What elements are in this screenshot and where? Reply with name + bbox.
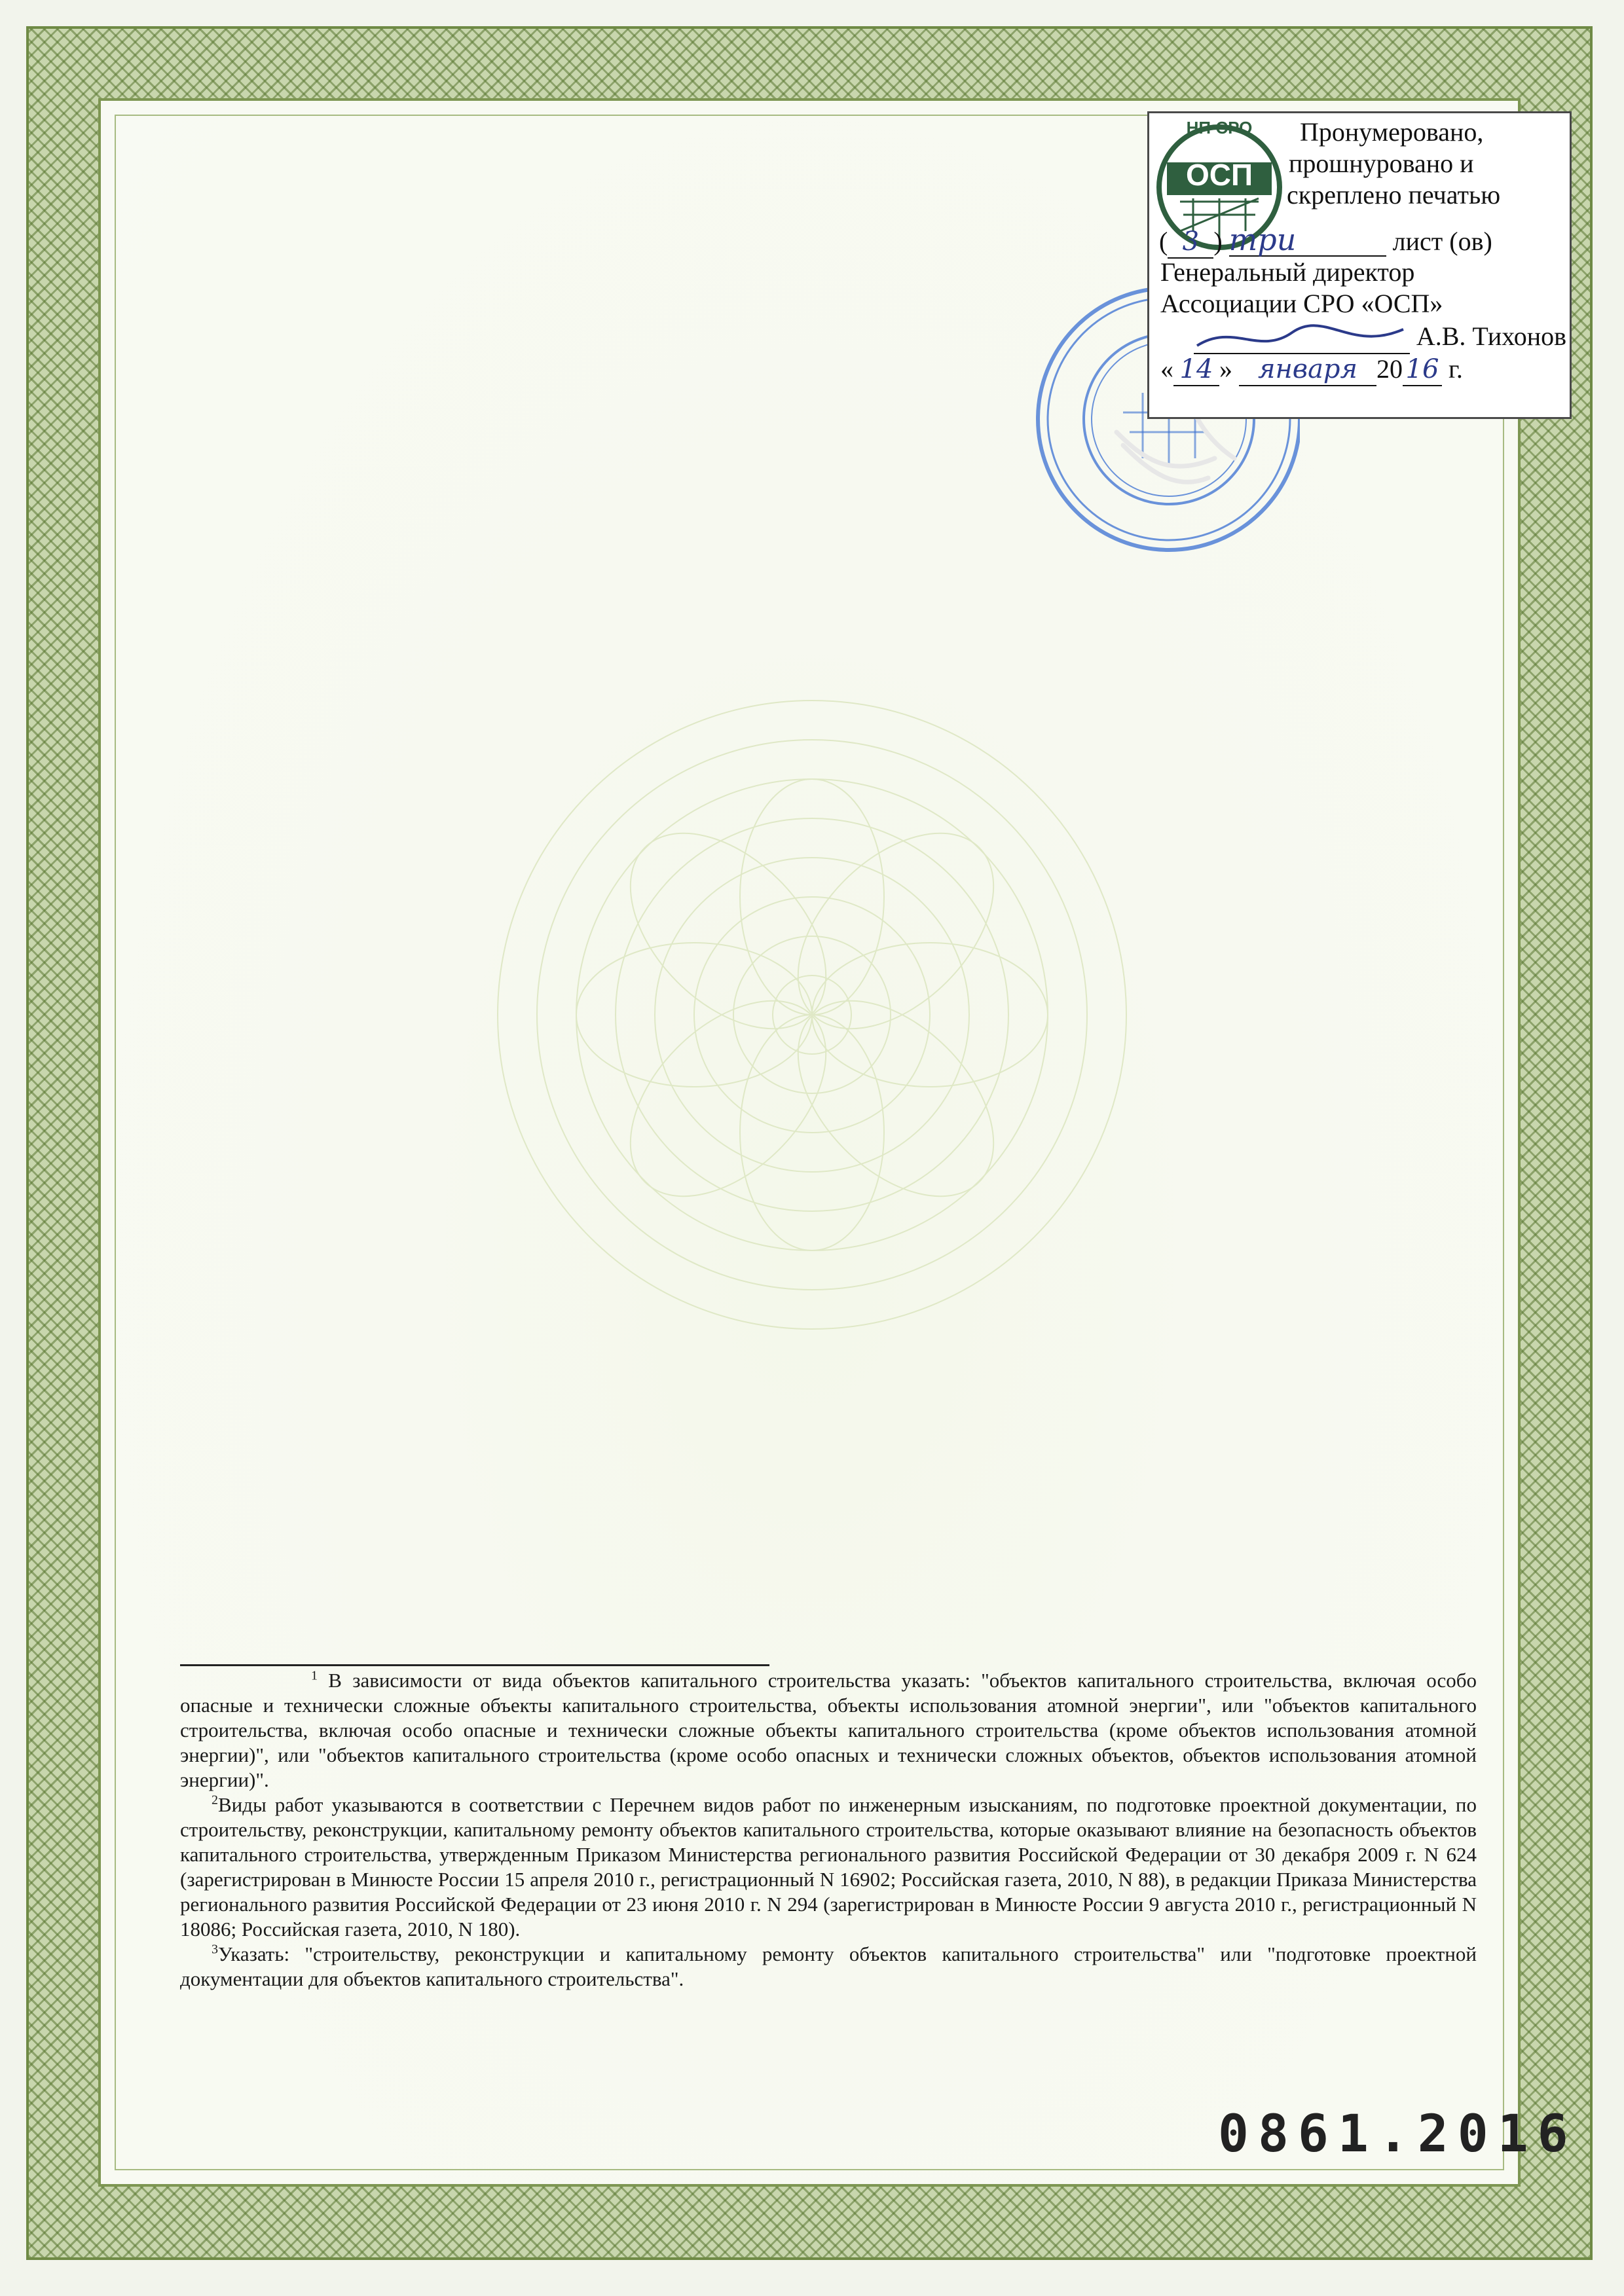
date-suffix: г. — [1449, 354, 1463, 384]
guilloche-rosette — [485, 687, 1139, 1342]
sheets-count-open-paren: ( — [1159, 227, 1168, 256]
footnote-1-text: В зависимости от вида объектов капитального строительства указать: "объектов капитального строительства, включая особо опасные и технически сложные объекты капитального строительства, объекты использования атомной энергии", или "объектов капитального строительства, включая особо опасные и технически сложные объекты капитального строительства (кроме объектов использования атомной энергии)", или "объектов капитального строительства (кроме особо опасных и технически сложных объектов, объектов использования атомной энергии)". — [180, 1669, 1477, 1791]
date-open-quote: « — [1160, 354, 1173, 384]
date-year: 16 — [1403, 354, 1442, 386]
date-day: 14 — [1173, 354, 1219, 386]
logo-caption-top: НП СРО — [1186, 118, 1253, 137]
sheets-count-close-paren: ) — [1213, 227, 1223, 256]
footnote-2-mark: 2 — [212, 1793, 218, 1808]
certify-line-numbered: Пронумеровано, — [1300, 117, 1484, 147]
footnotes-block — [180, 1668, 1477, 1992]
footnote-2 — [180, 1793, 1477, 1942]
form-serial-number: 0861.2016 — [1218, 2105, 1578, 2164]
sheets-count-word: три — [1229, 224, 1386, 257]
certification-date — [1160, 354, 1553, 386]
certify-line-sealed: скреплено печатью — [1287, 180, 1501, 210]
footnote-2-text: Виды работ указываются в соответствии с Перечнем видов работ по инженерным изысканиям, по подготовке проектной документации, по строительству, реконструкции, капитальному ремонту объектов капитального строительства, которые оказывают влияние на безопасность объектов капитального строительства, утвержденным Приказом Министерства регионального развития Российской Федерации от 30 декабря 2009 г. N 624 (зарегистрирован в Минюсте России 15 апреля 2010 г., регистрационный N 16902; Российская газета, 2010, N 88), в редакции Приказа Министерства регионального развития Российской Федерации от 23 июня 2010 г. N 294 (зарегистрирован в Минюсте России 9 августа 2010 г., регистрационный N 18086; Российская газета, 2010, N 180). — [180, 1793, 1477, 1941]
footnote-3-mark: 3 — [212, 1942, 218, 1957]
certify-line-laced: прошнуровано и — [1289, 149, 1474, 178]
sheets-suffix: лист (ов) — [1392, 227, 1492, 256]
footnote-3-text: Указать: "строительству, реконструкции и капитальному ремонту объектов капитального строительства" или "подготовке проектной документации для объектов капитального строительства". — [180, 1942, 1477, 1990]
footnote-3 — [180, 1942, 1477, 1992]
footnote-1-mark: 1 — [311, 1668, 318, 1683]
signatory-name: А.В. Тихонов — [1416, 321, 1566, 352]
signature-row — [1160, 319, 1566, 359]
sheets-count-number: 3 — [1168, 226, 1213, 259]
handwritten-signature — [1194, 319, 1410, 359]
sheets-count-row — [1159, 224, 1565, 259]
director-organization: Ассоциации СРО «ОСП» — [1160, 289, 1443, 318]
logo-caption-main: ОСП — [1185, 158, 1253, 192]
director-position: Генеральный директор — [1160, 257, 1415, 287]
footnote-separator — [180, 1664, 769, 1666]
footnote-1 — [180, 1668, 1477, 1793]
date-century: 20 — [1376, 354, 1403, 384]
date-month: января — [1239, 354, 1376, 386]
date-close-quote: » — [1219, 354, 1232, 384]
